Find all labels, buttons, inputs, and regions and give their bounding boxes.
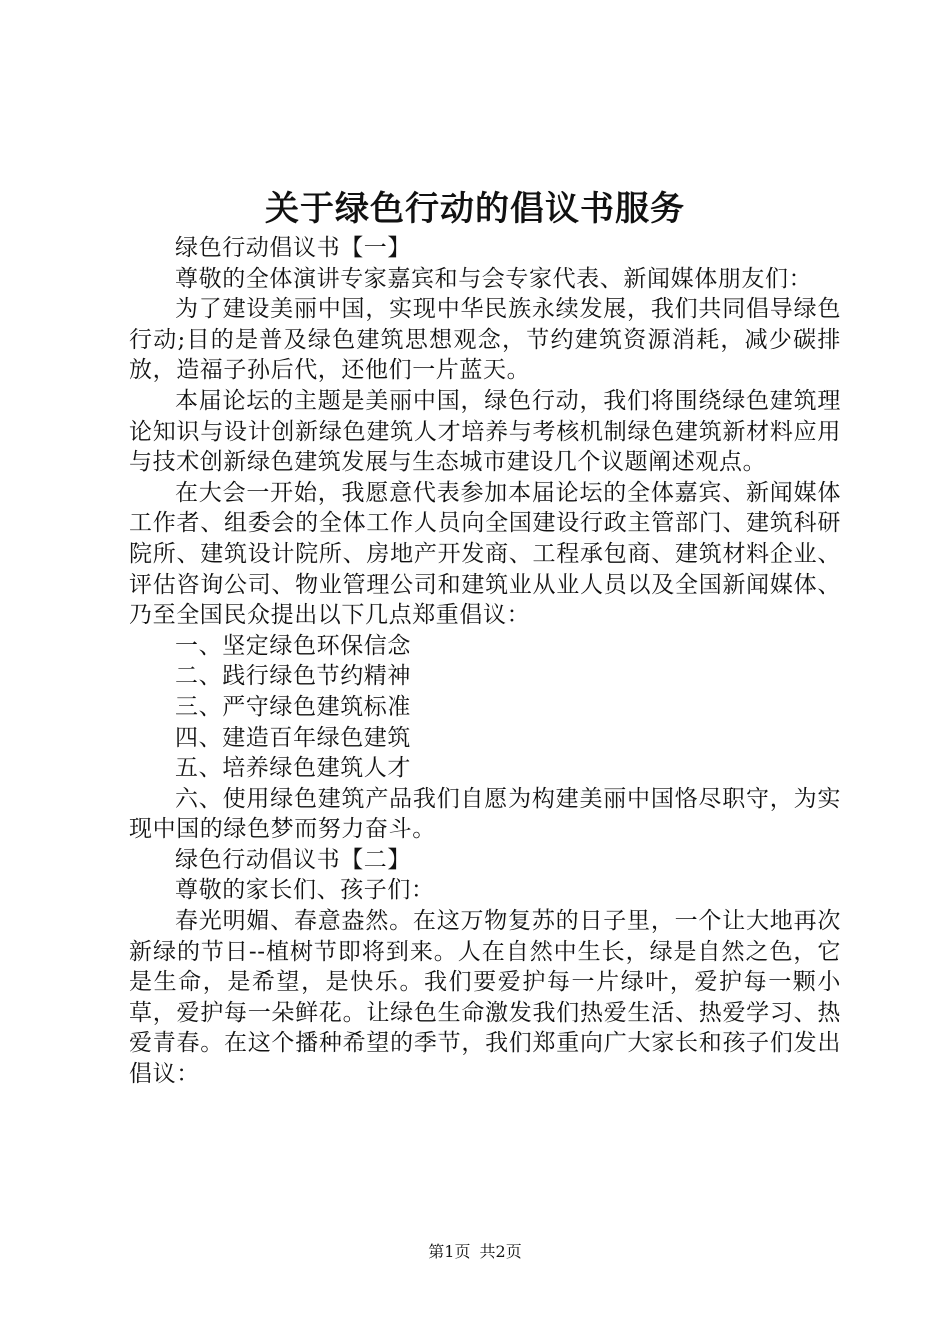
page-footer xyxy=(0,1240,950,1264)
section-heading-2: 绿色行动倡议书【二】 xyxy=(175,846,411,873)
list-item: 一、坚定绿色环保信念 xyxy=(175,632,411,659)
page-number: 第1页 xyxy=(428,1242,471,1261)
list-item: 二、践行绿色节约精神 xyxy=(175,663,411,690)
list-item: 三、严守绿色建筑标准 xyxy=(175,693,411,720)
paragraph: 本届论坛的主题是美丽中国，绿色行动，我们将围绕绿色建筑理论知识与设计创新绿色建筑人才培养与考核机制绿色建筑新材料应用与技术创新绿色建筑发展与生态城市建设几个议题阐述观点。 xyxy=(129,387,841,476)
document-title: 关于绿色行动的倡议书服务 xyxy=(265,189,685,229)
list-item: 四、建造百年绿色建筑 xyxy=(175,724,411,751)
list-item: 六、使用绿色建筑产品我们自愿为构建美丽中国恪尽职守，为实现中国的绿色梦而努力奋斗。 xyxy=(129,785,841,843)
document-body xyxy=(129,233,841,1090)
salutation-1: 尊敬的全体演讲专家嘉宾和与会专家代表、新闻媒体朋友们： xyxy=(175,265,813,292)
list-item: 五、培养绿色建筑人才 xyxy=(175,755,411,782)
section-heading-1: 绿色行动倡议书【一】 xyxy=(175,235,411,261)
salutation-2: 尊敬的家长们、孩子们： xyxy=(175,877,435,904)
paragraph: 春光明媚、春意盎然。在这万物复苏的日子里，一个让大地再次新绿的节日--植树节即将到来。人在自然中生长，绿是自然之色，它是生命，是希望，是快乐。我们要爱护每一片绿叶，爱护每一颗小草，爱护每一朵鲜花。让绿色生命激发我们热爱生活、热爱学习、热爱青春。在这个播种希望的季节，我们郑重向广大家长和孩子们发出倡议： xyxy=(129,908,841,1088)
paragraph: 为了建设美丽中国，实现中华民族永续发展，我们共同倡导绿色行动;目的是普及绿色建筑思想观念，节约建筑资源消耗，减少碳排放，造福子孙后代，还他们一片蓝天。 xyxy=(129,296,841,384)
paragraph: 在大会一开始，我愿意代表参加本届论坛的全体嘉宾、新闻媒体工作者、组委会的全体工作人员向全国建设行政主管部门、建筑科研院所、建筑设计院所、房地产开发商、工程承包商、建筑材料企业、评估咨询公司、物业管理公司和建筑业从业人员以及全国新闻媒体、乃至全国民众提出以下几点郑重倡议： xyxy=(129,479,841,629)
page-total: 共2页 xyxy=(479,1242,522,1261)
